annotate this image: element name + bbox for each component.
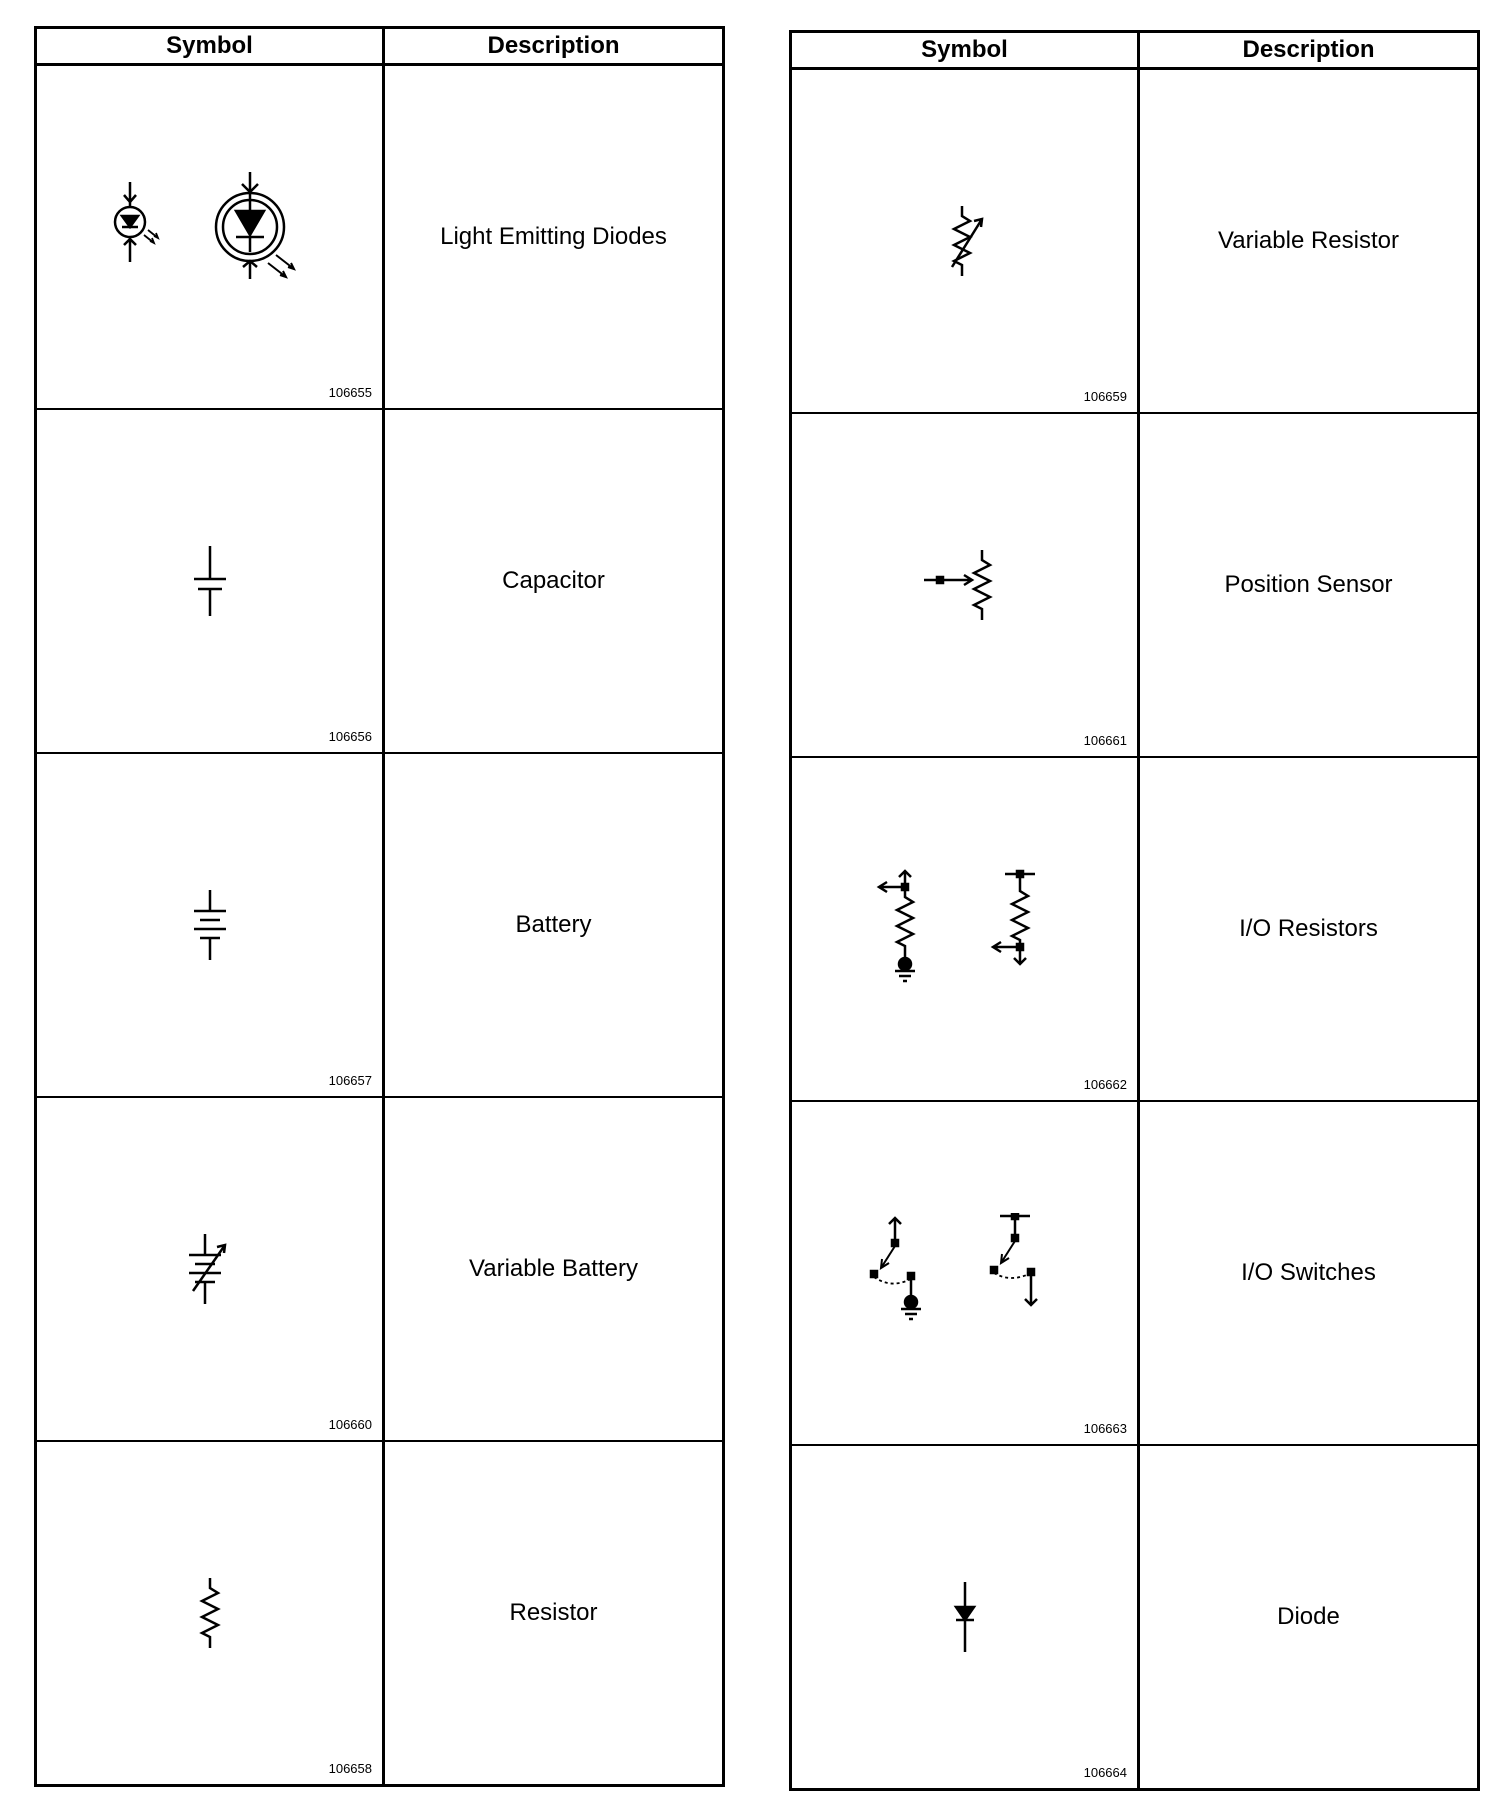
- symbol-cell: [36, 65, 384, 410]
- io-switches-icon: [865, 1213, 1065, 1333]
- description-cell: Variable Battery: [384, 1097, 724, 1441]
- figure-number: 106657: [328, 1073, 372, 1088]
- symbol-cell: [36, 1097, 384, 1441]
- table-row: [36, 409, 724, 753]
- description-cell: Diode: [1139, 1445, 1479, 1790]
- description-cell: Battery: [384, 753, 724, 1097]
- table-header: [791, 32, 1479, 69]
- figure-number: 106663: [1083, 1421, 1127, 1436]
- table-row: [36, 753, 724, 1097]
- symbol-table-left: [34, 26, 725, 1787]
- description-cell: I/O Resistors: [1139, 757, 1479, 1101]
- symbol-cell: [36, 753, 384, 1097]
- resistor-icon: [180, 1573, 240, 1653]
- figure-number: 106655: [328, 385, 372, 400]
- description-cell: Capacitor: [384, 409, 724, 753]
- table-row: [791, 1101, 1479, 1445]
- description-cell: Position Sensor: [1139, 413, 1479, 757]
- symbol-cell: [791, 757, 1139, 1101]
- battery-icon: [180, 885, 240, 965]
- description-cell: I/O Switches: [1139, 1101, 1479, 1445]
- symbol-cell: [791, 413, 1139, 757]
- description-header: Description: [1139, 32, 1479, 69]
- symbol-cell: [791, 69, 1139, 414]
- description-cell: Variable Resistor: [1139, 69, 1479, 414]
- symbol-cell: [36, 409, 384, 753]
- figure-number: 106660: [328, 1417, 372, 1432]
- symbol-cell: [791, 1445, 1139, 1790]
- table-row: [791, 757, 1479, 1101]
- figure-number: 106659: [1083, 389, 1127, 404]
- figure-number: 106664: [1083, 1765, 1127, 1780]
- table-header: [36, 28, 724, 65]
- figure-number: 106656: [328, 729, 372, 744]
- symbol-header: Symbol: [36, 28, 384, 65]
- io-resistors-icon: [865, 869, 1065, 989]
- capacitor-icon: [180, 541, 240, 621]
- description-cell: Light Emitting Diodes: [384, 65, 724, 410]
- symbol-header: Symbol: [791, 32, 1139, 69]
- symbol-cell: [791, 1101, 1139, 1445]
- table-row: [36, 65, 724, 410]
- table-row: [36, 1097, 724, 1441]
- table-row: [36, 1441, 724, 1786]
- diode-icon: [935, 1577, 995, 1657]
- figure-number: 106658: [328, 1761, 372, 1776]
- symbol-table-right: [789, 30, 1480, 1791]
- description-header: Description: [384, 28, 724, 65]
- figure-number: 106661: [1083, 733, 1127, 748]
- variable-battery-icon: [175, 1229, 245, 1309]
- symbol-cell: [36, 1441, 384, 1786]
- variable-resistor-icon: [930, 201, 1000, 281]
- position-sensor-icon: [920, 545, 1010, 625]
- description-cell: Resistor: [384, 1441, 724, 1786]
- table-row: [791, 413, 1479, 757]
- led-icon: [100, 167, 320, 307]
- table-row: [791, 69, 1479, 414]
- figure-number: 106662: [1083, 1077, 1127, 1092]
- table-row: [791, 1445, 1479, 1790]
